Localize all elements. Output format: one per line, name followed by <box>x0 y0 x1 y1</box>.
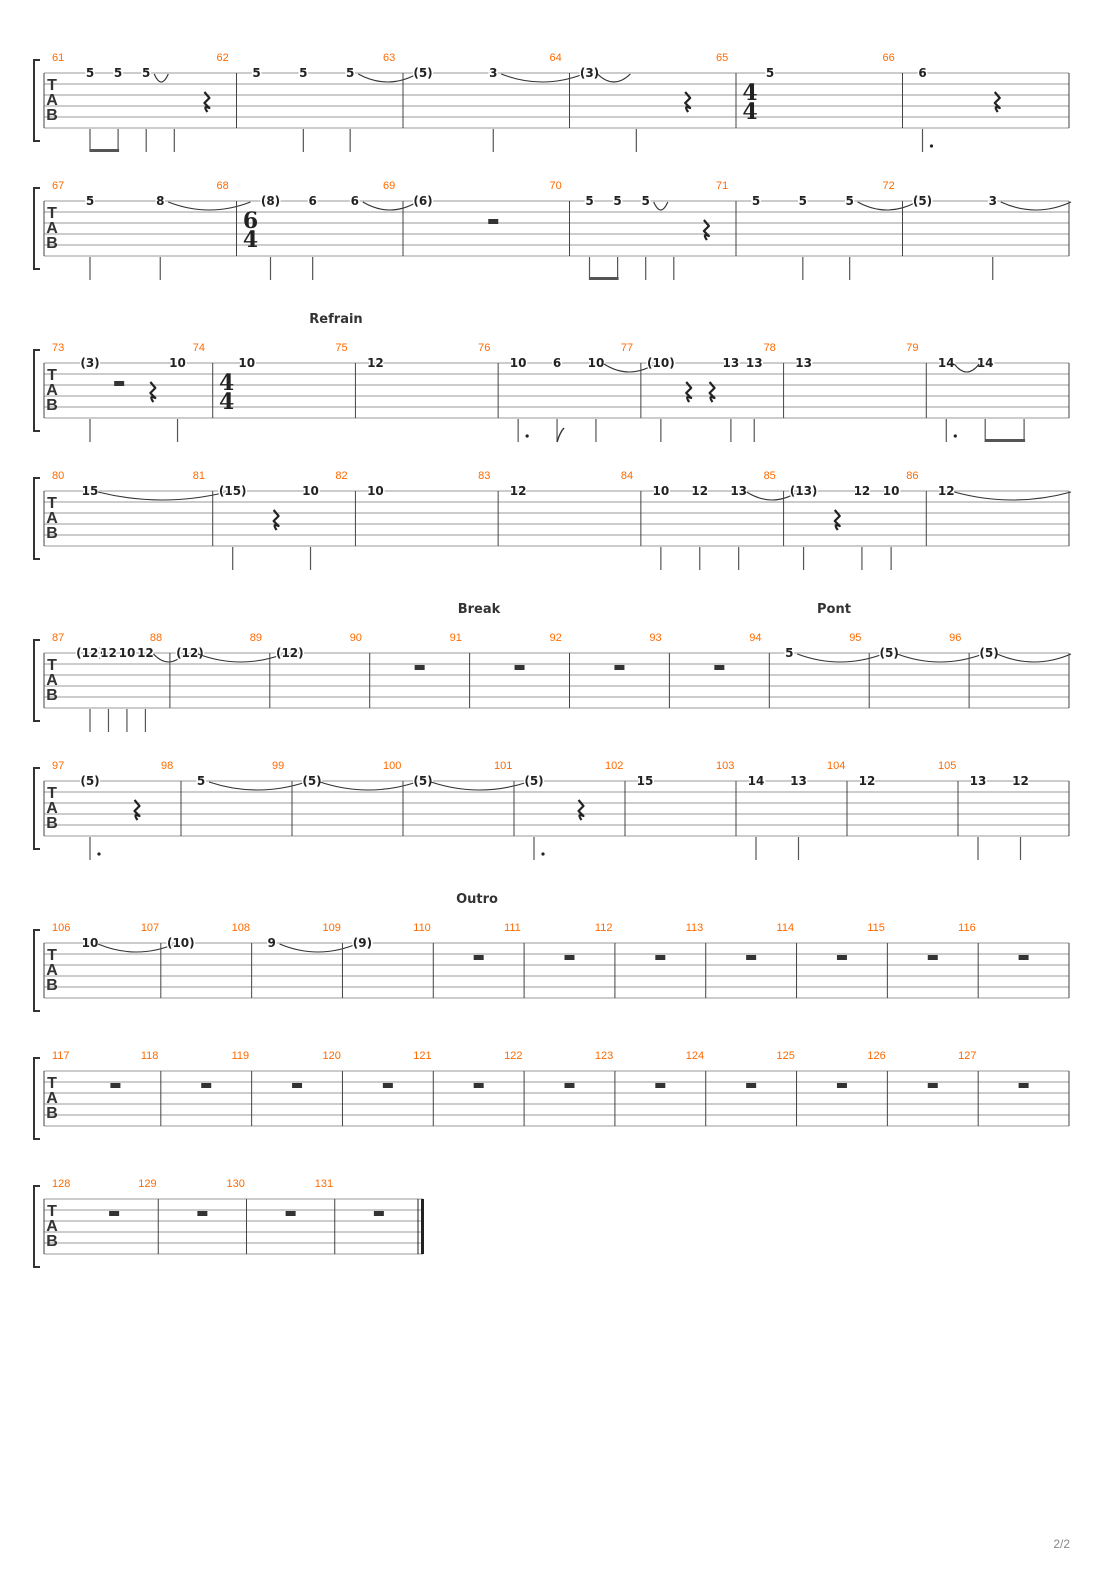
fret-number: 12 <box>937 484 955 498</box>
measure-number: 97 <box>52 760 65 772</box>
beam <box>590 277 619 280</box>
dot <box>954 434 957 437</box>
tab-clef-b: B <box>46 1105 58 1122</box>
fret-number: 6 <box>918 66 927 80</box>
measure-number: 118 <box>140 1050 159 1062</box>
measure-number: 130 <box>226 1178 245 1190</box>
fret-number: (12) <box>176 646 204 660</box>
tie <box>154 74 168 82</box>
whole-rest <box>515 665 525 670</box>
measure-number: 110 <box>413 922 431 934</box>
measure-number: 86 <box>906 470 919 482</box>
fret-number: 5 <box>252 66 261 80</box>
measure-number: 105 <box>938 760 957 772</box>
final-barline-thick <box>421 1199 424 1254</box>
tie <box>98 944 175 952</box>
tie <box>954 364 979 372</box>
measure-number: 126 <box>867 1050 886 1062</box>
fret-number: 13 <box>745 356 763 370</box>
tie <box>320 782 417 790</box>
measure-number: 113 <box>685 922 704 934</box>
half-rest <box>114 381 124 386</box>
fret-number: 5 <box>85 194 95 208</box>
fret-number: (3) <box>579 66 600 80</box>
measure-number: 66 <box>882 52 895 64</box>
whole-rest <box>565 1083 575 1088</box>
measure-number: 106 <box>52 922 71 934</box>
measure-number: 68 <box>216 180 229 192</box>
system-bracket <box>34 768 40 849</box>
whole-rest <box>565 955 575 960</box>
system-bracket <box>34 1058 40 1139</box>
measure-number: 112 <box>594 922 613 934</box>
fret-number: 10 <box>81 936 99 950</box>
fret-number: 15 <box>81 484 99 498</box>
measure-number: 95 <box>849 632 862 644</box>
fret-number: (15) <box>218 484 247 498</box>
fret-number: (5) <box>413 774 433 788</box>
tab-clef-b: B <box>46 815 58 832</box>
measure-number: 88 <box>149 632 163 644</box>
dot <box>97 852 100 855</box>
measure-number: 91 <box>449 632 462 644</box>
measure-number: 78 <box>763 342 776 354</box>
whole-rest <box>928 1083 938 1088</box>
measure-number: 94 <box>749 632 762 644</box>
measure-number: 69 <box>383 180 396 192</box>
measure-number: 121 <box>413 1050 432 1062</box>
fret-number: (5) <box>80 774 100 788</box>
measure-number: 131 <box>314 1178 334 1190</box>
tab-clef-a: A <box>46 672 58 689</box>
whole-rest <box>197 1211 207 1216</box>
measure-number: 63 <box>383 52 396 64</box>
tab-clef-b: B <box>46 977 58 994</box>
fret-number: 12 <box>367 356 384 370</box>
tab-clef-b: B <box>46 1233 58 1250</box>
tab-clef-t: T <box>47 495 57 512</box>
fret-number: (10) <box>166 936 195 950</box>
tab-clef-a: A <box>46 220 58 237</box>
tab-clef-a: A <box>46 1218 58 1235</box>
measure-number: 70 <box>549 180 562 192</box>
measure-number: 92 <box>549 632 562 644</box>
measure-number: 96 <box>949 632 962 644</box>
fret-number: 6 <box>552 356 562 370</box>
fret-number: 13 <box>730 484 748 498</box>
measure-number: 108 <box>231 922 250 934</box>
fret-number: 10 <box>118 646 136 660</box>
tab-clef-a: A <box>46 510 58 527</box>
measure-number: 102 <box>605 760 624 772</box>
fret-number: 10 <box>587 356 605 370</box>
system-bracket <box>34 930 40 1011</box>
tab-clef-a: A <box>46 1090 58 1107</box>
measure-number: 81 <box>192 470 205 482</box>
tie <box>501 74 583 82</box>
fret-number: (10) <box>647 356 675 370</box>
beam <box>90 149 119 152</box>
tie <box>98 492 227 500</box>
fret-number: 10 <box>238 356 256 370</box>
fret-number: 14 <box>747 774 765 788</box>
measure-number: 67 <box>52 180 65 192</box>
tab-clef-t: T <box>47 785 57 802</box>
whole-rest <box>1019 1083 1029 1088</box>
measure-number: 117 <box>52 1050 70 1062</box>
whole-rest <box>110 1083 120 1088</box>
beam <box>985 439 1025 442</box>
fret-number: (5) <box>413 66 433 80</box>
system-bracket <box>34 478 40 559</box>
measure-number: 80 <box>52 470 65 482</box>
fret-number: 10 <box>652 484 670 498</box>
fret-number: 5 <box>765 66 775 80</box>
time-signature-top: 4 <box>219 370 235 396</box>
time-signature-top: 6 <box>242 208 259 234</box>
tab-clef-t: T <box>47 947 57 964</box>
measure-number: 83 <box>478 470 491 482</box>
fret-number: (5) <box>879 646 899 660</box>
whole-rest <box>837 1083 847 1088</box>
dot <box>526 434 529 437</box>
fret-number: 12 <box>137 646 154 660</box>
tie <box>280 944 357 952</box>
measure-number: 65 <box>716 52 729 64</box>
whole-rest <box>655 1083 665 1088</box>
fret-number: (13) <box>789 484 818 498</box>
measure-number: 62 <box>216 52 229 64</box>
measure-number: 116 <box>958 922 976 934</box>
measure-number: 104 <box>827 760 846 772</box>
fret-number: 5 <box>113 66 123 80</box>
measure-number: 90 <box>349 632 362 644</box>
page-number: 2/2 <box>1053 1537 1070 1551</box>
section-label: Pont <box>817 602 851 617</box>
time-signature-bottom: 4 <box>242 227 259 253</box>
measure-number: 101 <box>494 760 513 772</box>
fret-number: 5 <box>299 66 308 80</box>
fret-number: (9) <box>352 936 373 950</box>
tab-clef-b: B <box>46 687 58 704</box>
measure-number: 114 <box>776 922 795 934</box>
tab-clef-b: B <box>46 235 58 252</box>
fret-number: (6) <box>413 194 433 208</box>
measure-number: 84 <box>620 470 634 482</box>
tab-clef-b: B <box>46 525 58 542</box>
fret-number: 3 <box>988 194 997 208</box>
measure-number: 103 <box>716 760 735 772</box>
fret-number: 12 <box>691 484 709 498</box>
tie <box>858 202 917 210</box>
fret-number: 15 <box>636 774 654 788</box>
tie <box>358 74 417 82</box>
tie <box>797 654 883 662</box>
tab-clef-a: A <box>46 962 58 979</box>
measure-number: 71 <box>716 180 729 192</box>
fret-number: (12) <box>76 646 104 660</box>
fret-number: 13 <box>722 356 740 370</box>
fret-number: 12 <box>858 774 876 788</box>
measure-number: 64 <box>549 52 562 64</box>
measure-number: 109 <box>322 922 341 934</box>
tab-clef-b: B <box>46 107 58 124</box>
tie <box>598 74 631 82</box>
fret-number: 3 <box>489 66 498 80</box>
whole-rest <box>474 955 484 960</box>
fret-number: 5 <box>196 774 206 788</box>
measure-number: 74 <box>192 342 205 354</box>
tab-clef-b: B <box>46 397 58 414</box>
fret-number: 5 <box>85 66 95 80</box>
section-label: Outro <box>456 892 498 907</box>
whole-rest <box>746 1083 756 1088</box>
measure-number: 77 <box>620 342 634 354</box>
fret-number: (5) <box>302 774 322 788</box>
system-bracket <box>34 350 40 431</box>
fret-number: 5 <box>751 194 761 208</box>
fret-number: 13 <box>790 774 807 788</box>
fret-number: (5) <box>979 646 999 660</box>
measure-number: 98 <box>161 760 174 772</box>
dot <box>930 144 933 147</box>
system-bracket <box>34 1186 40 1267</box>
tie <box>654 202 668 210</box>
tab-clef-t: T <box>47 77 57 94</box>
fret-number: 5 <box>798 194 808 208</box>
whole-rest <box>201 1083 211 1088</box>
fret-number: 10 <box>302 484 319 498</box>
system-bracket <box>34 60 40 141</box>
dot <box>541 852 544 855</box>
tab-clef-t: T <box>47 1203 57 1220</box>
note-flag <box>557 428 564 442</box>
fret-number: (5) <box>912 194 933 208</box>
fret-number: 9 <box>267 936 276 950</box>
time-signature-top: 4 <box>742 80 758 106</box>
fret-number: 14 <box>976 356 994 370</box>
tie <box>431 782 528 790</box>
whole-rest <box>837 955 847 960</box>
fret-number: 5 <box>345 66 355 80</box>
fret-number: 12 <box>509 484 527 498</box>
fret-number: 12 <box>100 646 117 660</box>
system-bracket <box>34 188 40 269</box>
tab-clef-t: T <box>47 367 57 384</box>
fret-number: 14 <box>937 356 955 370</box>
fret-number: 6 <box>308 194 317 208</box>
measure-number: 129 <box>138 1178 157 1190</box>
whole-rest <box>383 1083 393 1088</box>
fret-number: (8) <box>260 194 281 208</box>
measure-number: 122 <box>504 1050 523 1062</box>
tie <box>997 654 1071 662</box>
half-rest <box>488 219 498 224</box>
whole-rest <box>474 1083 484 1088</box>
measure-number: 107 <box>140 922 160 934</box>
whole-rest <box>415 665 425 670</box>
whole-rest <box>374 1211 384 1216</box>
measure-number: 75 <box>335 342 348 354</box>
section-label: Refrain <box>309 312 363 327</box>
measure-number: 125 <box>776 1050 795 1062</box>
whole-rest <box>109 1211 119 1216</box>
fret-number: 5 <box>845 194 854 208</box>
measure-number: 124 <box>685 1050 705 1062</box>
tab-clef-t: T <box>47 657 57 674</box>
fret-number: 13 <box>795 356 812 370</box>
whole-rest <box>928 955 938 960</box>
tie <box>168 202 250 210</box>
fret-number: 10 <box>169 356 186 370</box>
whole-rest <box>714 665 724 670</box>
whole-rest <box>292 1083 302 1088</box>
tab-clef-a: A <box>46 800 58 817</box>
fret-number: 6 <box>350 194 360 208</box>
measure-number: 99 <box>272 760 285 772</box>
measure-number: 89 <box>249 632 263 644</box>
fret-number: 12 <box>1012 774 1029 788</box>
fret-number: 5 <box>142 66 151 80</box>
fret-number: 5 <box>785 646 794 660</box>
measure-number: 119 <box>231 1050 250 1062</box>
fret-number: 10 <box>367 484 384 498</box>
measure-number: 100 <box>383 760 402 772</box>
whole-rest <box>286 1211 296 1216</box>
whole-rest <box>1019 955 1029 960</box>
fret-number: 13 <box>969 774 987 788</box>
tie <box>209 782 306 790</box>
fret-number: (5) <box>524 774 544 788</box>
measure-number: 128 <box>52 1178 71 1190</box>
tie <box>897 654 983 662</box>
tie <box>954 492 1071 500</box>
measure-number: 76 <box>478 342 491 354</box>
measure-number: 72 <box>882 180 895 192</box>
measure-number: 93 <box>649 632 662 644</box>
fret-number: (12) <box>275 646 304 660</box>
measure-number: 79 <box>906 342 919 354</box>
fret-number: 10 <box>509 356 527 370</box>
tab-clef-t: T <box>47 205 57 222</box>
system-bracket <box>34 640 40 721</box>
tie <box>198 654 284 662</box>
tie <box>363 202 417 210</box>
measure-number: 73 <box>52 342 65 354</box>
measure-number: 115 <box>867 922 885 934</box>
tab-clef-a: A <box>46 382 58 399</box>
measure-number: 61 <box>52 52 65 64</box>
measure-number: 82 <box>335 470 348 482</box>
measure-number: 120 <box>322 1050 341 1062</box>
measure-number: 111 <box>504 922 521 934</box>
measure-number: 85 <box>763 470 776 482</box>
fret-number: (3) <box>80 356 100 370</box>
whole-rest <box>746 955 756 960</box>
section-label: Break <box>457 602 501 617</box>
measure-number: 87 <box>52 632 65 644</box>
time-signature-bottom: 4 <box>219 389 235 415</box>
fret-number: 5 <box>613 194 622 208</box>
fret-number: 10 <box>882 484 900 498</box>
tie <box>1001 202 1071 210</box>
whole-rest <box>655 955 665 960</box>
fret-number: 5 <box>585 194 594 208</box>
tab-clef-t: T <box>47 1075 57 1092</box>
time-signature-bottom: 4 <box>742 99 758 125</box>
measure-number: 127 <box>958 1050 977 1062</box>
whole-rest <box>614 665 624 670</box>
tab-clef-a: A <box>46 92 58 109</box>
measure-number: 123 <box>594 1050 614 1062</box>
fret-number: 5 <box>641 194 650 208</box>
fret-number: 12 <box>853 484 871 498</box>
fret-number: 8 <box>156 194 165 208</box>
